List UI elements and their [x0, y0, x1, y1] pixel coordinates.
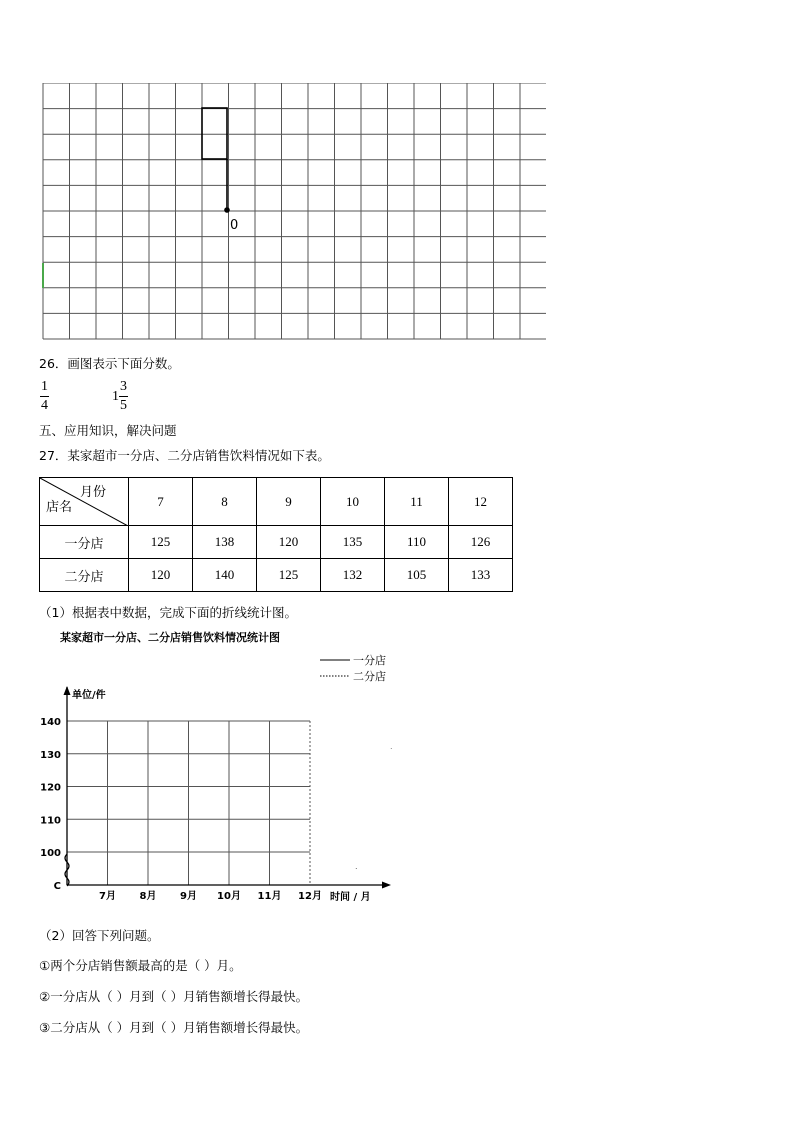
y-tick-label: 130	[40, 749, 61, 761]
fraction-one-quarter	[40, 380, 49, 413]
denominator: 4	[41, 398, 48, 413]
x-tick-label: 11月	[257, 891, 282, 902]
month-header: 10	[321, 478, 385, 526]
x-axis-label: 时间 / 月	[330, 892, 371, 903]
y-tick-label: C	[53, 881, 61, 892]
table-cell: 125	[257, 559, 321, 592]
legend-label: 一分店	[353, 654, 386, 667]
table-cell: 140	[193, 559, 257, 592]
table-cell: 132	[321, 559, 385, 592]
origin-label: 0	[230, 218, 239, 233]
month-header: 7	[129, 478, 193, 526]
y-axis-arrow	[64, 686, 71, 695]
table-corner-cell	[40, 478, 129, 526]
chart-title: 某家超市一分店、二分店销售饮料情况统计图	[60, 631, 280, 644]
square-grid	[42, 83, 546, 341]
month-header: 11	[385, 478, 449, 526]
y-tick-label: 120	[40, 782, 61, 794]
table-cell: 120	[129, 559, 193, 592]
x-tick-labels	[99, 889, 322, 902]
part-2-instruction: （2）回答下列问题。	[39, 928, 160, 943]
question-26: 26．画图表示下面分数。	[39, 356, 180, 371]
corner-month-label: 月份	[79, 484, 106, 499]
x-tick-label: 12月	[298, 891, 322, 902]
table-cell: 126	[449, 526, 513, 559]
table-row	[40, 526, 513, 559]
table-cell: 120	[257, 526, 321, 559]
y-tick-label: 140	[40, 717, 61, 728]
month-header: 8	[193, 478, 257, 526]
table-cell: 105	[385, 559, 449, 592]
denominator: 5	[120, 398, 127, 413]
stray-dot: .	[355, 862, 358, 871]
numerator: 1	[41, 379, 48, 394]
origin-point	[224, 207, 230, 213]
x-tick-label: 9月	[180, 891, 197, 902]
question-item: ②一分店从（ ）月到（ ）月销售额增长得最快。	[39, 989, 309, 1004]
y-tick-label: 110	[40, 815, 61, 827]
table-cell: 133	[449, 559, 513, 592]
y-tick-labels	[40, 717, 61, 892]
chart-axes	[64, 686, 392, 889]
grid-rectangle	[202, 108, 227, 159]
table-cell: 135	[321, 526, 385, 559]
chart-grid	[67, 721, 310, 885]
question-27: 27．某家超市一分店、二分店销售饮料情况如下表。	[39, 448, 330, 463]
x-axis-arrow	[382, 882, 391, 889]
section-title: 五、应用知识，解决问题	[39, 423, 177, 438]
month-header: 12	[449, 478, 513, 526]
corner-store-label: 店名	[46, 499, 73, 514]
y-axis-label: 单位/件	[72, 690, 106, 701]
question-item: ③二分店从（ ）月到（ ）月销售额增长得最快。	[39, 1020, 309, 1035]
table-cell: 125	[129, 526, 193, 559]
mixed-number-whole: 1	[112, 389, 119, 404]
table-row	[40, 559, 513, 592]
table-cell: 138	[193, 526, 257, 559]
numerator: 3	[120, 379, 127, 394]
store-name: 一分店	[40, 526, 129, 559]
x-tick-label: 10月	[217, 891, 241, 902]
question-item: ①两个分店销售额最高的是（ ）月。	[39, 958, 242, 973]
stray-dot: .	[390, 742, 393, 751]
month-header: 9	[257, 478, 321, 526]
sales-table	[39, 477, 513, 592]
table-cell: 110	[385, 526, 449, 559]
store-name: 二分店	[40, 559, 129, 592]
x-tick-label: 7月	[99, 891, 116, 902]
part-1-instruction: （1）根据表中数据，完成下面的折线统计图。	[39, 605, 297, 620]
line-chart	[30, 625, 430, 910]
fraction-three-fifths	[119, 380, 128, 413]
y-tick-label: 100	[40, 848, 61, 859]
x-tick-label: 8月	[139, 891, 157, 902]
legend-label: 二分店	[353, 670, 386, 683]
